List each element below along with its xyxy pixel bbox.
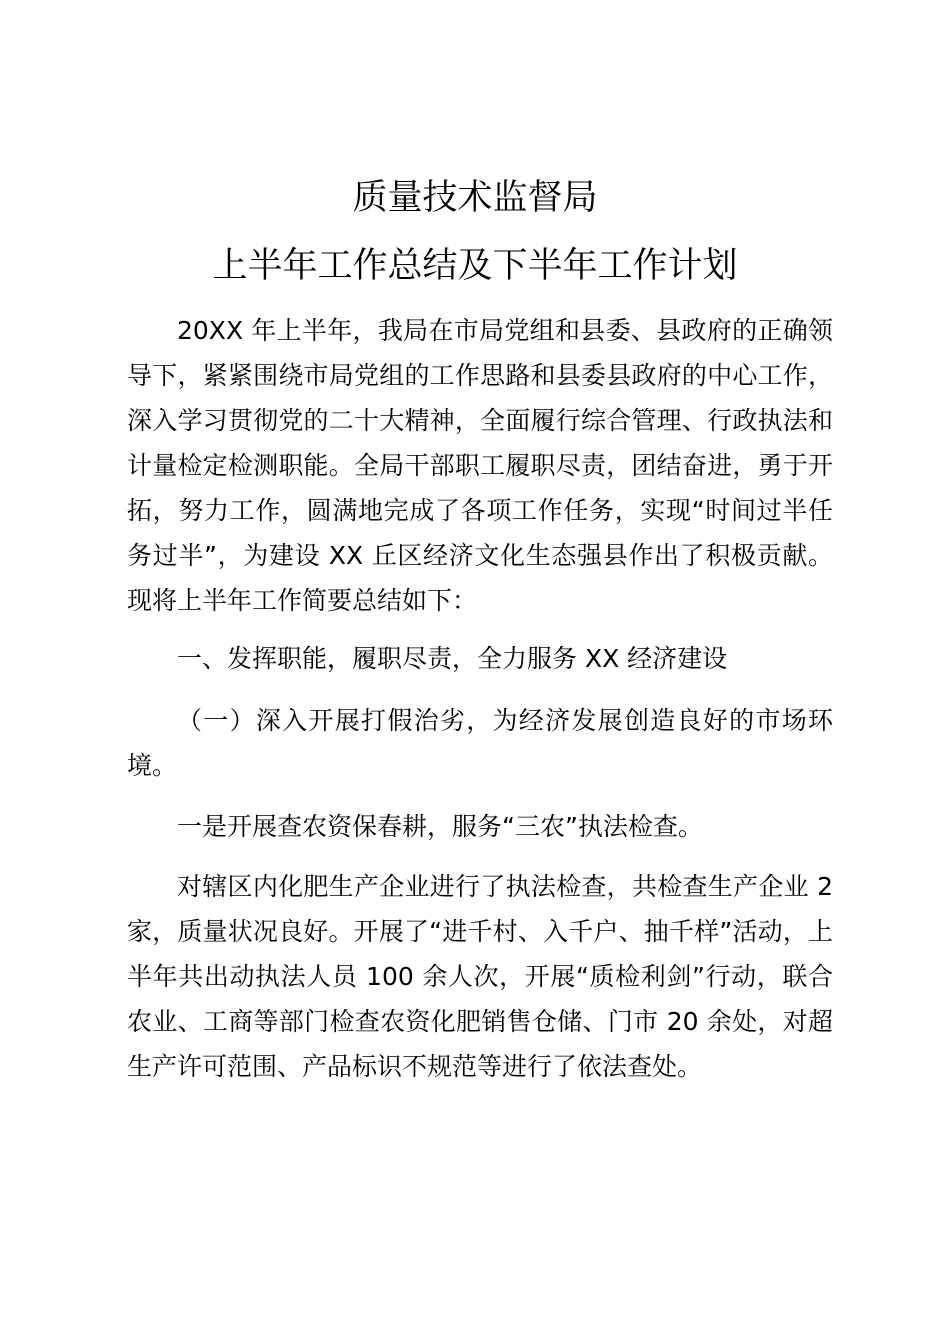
- body-paragraph-2: 对辖区内化肥生产企业进行了执法检查，共检查生产企业 2 家，质量状况良好。开展了“进千村、入千户、抽千样”活动，上半年共出动执法人员 100 余人次，开展“质检利剑”行动，联合农业、工商等部门检查农资化肥销售仓储、门市 20 余处，对超生产许可范围、产品标识不规范等进行了依法查处。: [127, 872, 833, 1081]
- document-title-line-2: 上半年工作总结及下半年工作计划: [212, 246, 738, 286]
- item-heading-1: 一是开展查农资保春耕，服务“三农”执法检查。: [177, 812, 703, 841]
- intro-paragraph: 20XX 年上半年，我局在市局党组和县委、县政府的正确领导下，紧紧围绕市局党组的工作思路和县委县政府的中心工作，深入学习贯彻党的二十大精神，全面履行综合管理、行政执法和计量检定检测职能。全局干部职工履职尽责，团结奋进，勇于开拓，努力工作，圆满地完成了各项工作任务，实现“时间过半任务过半”，为建设 XX 丘区经济文化生态强县作出了积极贡献。现将上半年工作简要总结如下：: [127, 316, 833, 615]
- section-heading-1: 一、发挥职能，履职尽责，全力服务 XX 经济建设: [177, 644, 728, 673]
- document-title-line-1: 质量技术监督局: [352, 178, 598, 218]
- subsection-heading-1: （一）深入开展打假治劣，为经济发展创造良好的市场环境。: [127, 706, 833, 780]
